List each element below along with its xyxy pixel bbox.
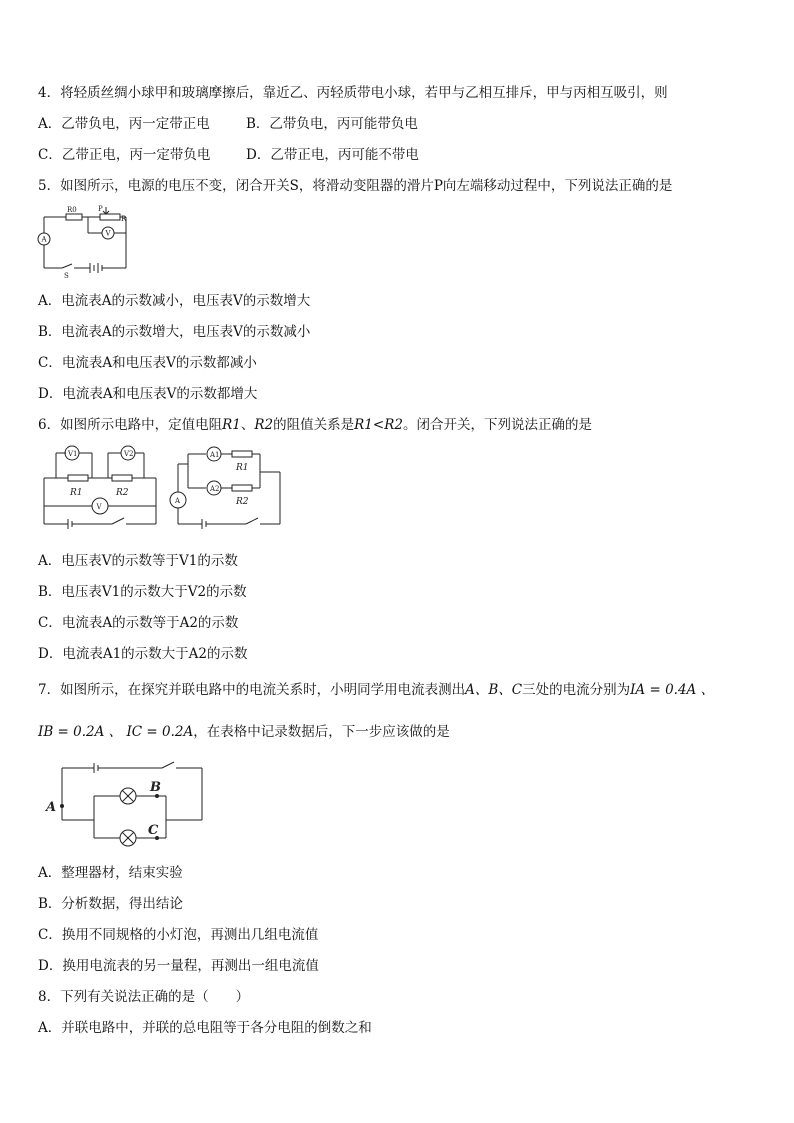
q7-points: A、B、C [465,682,523,698]
q7-stem-part1: 7．如图所示，在探究并联电路中的电流关系时，小明同学用电流表测出 [38,682,466,698]
q6-a2-label: A2 [210,485,220,493]
q6-stem-suffix: 。闭合开关，下列说法正确的是 [402,417,592,433]
q6-v2-label: V2 [124,450,134,458]
q7-option-c: C．换用不同规格的小灯泡，再测出几组电流值 [38,927,319,943]
q5-label-r: R [121,215,127,223]
q5-label-r0: R0 [67,206,77,214]
q7-circuit-figure [40,756,210,850]
q6-r2-label: R2 [116,488,129,498]
q6-sep: 、 [240,417,255,433]
q7-stem-part3: ，在表格中记录数据后，下一步应该做的是 [193,724,450,740]
q6-a1-label: A1 [210,451,220,459]
q7-option-a: A．整理器材，结束实验 [38,865,183,881]
q6-r2-label-parallel: R2 [236,497,249,507]
q6-r1-label-parallel: R1 [236,463,249,473]
q8-option-a: A．并联电路中，并联的总电阻等于各分电阻的倒数之和 [38,1020,372,1036]
q6-stem [38,416,592,434]
q6-v-label: V [96,503,102,511]
q6-option-b: B．电压表V1的示数大于V2的示数 [38,584,247,600]
q6-option-c: C．电流表A的示数等于A2的示数 [38,615,239,631]
q4-option-a: A．乙带负电，丙一定带正电 [38,116,210,132]
q5-voltmeter-label: V [105,229,111,238]
q6-v1-label: V1 [68,450,78,458]
q7-option-d: D．换用电流表的另一量程，再测出一组电流值 [38,958,319,974]
q6-stem-mid: 的阻值关系是 [273,417,355,433]
q5-option-c: C．电流表A和电压表V的示数都减小 [38,355,257,371]
q5-option-d: D．电流表A和电压表V的示数都增大 [38,386,258,402]
q7-ib: IB = 0.2A 、 [38,724,123,740]
q7-option-b: B．分析数据，得出结论 [38,896,183,912]
q6-r1-label: R1 [70,488,83,498]
q6-relation: R1<R2 [354,417,403,433]
q5-label-p: P [98,205,103,213]
q5-option-a: A．电流表A的示数减小，电压表V的示数增大 [38,293,311,309]
q5-option-b: B．电流表A的示数增大，电压表V的示数减小 [38,324,311,340]
q7-stem-part2: 三处的电流分别为 [522,682,631,698]
q7-ic: IC = 0.2A [126,724,194,740]
q6-circuit-figure-series [40,440,160,532]
q6-circuit-figure-parallel [164,440,284,532]
q5-label-s: S [64,272,69,279]
q6-r1: R1 [222,417,241,433]
q6-a-label: A [175,497,181,505]
q8-stem: 8．下列有关说法正确的是（ ） [38,989,250,1005]
q7-label-a: A [46,800,57,815]
q7-label-c: C [148,823,159,838]
q7-stem-line2 [38,723,450,741]
q7-stem-line1 [38,681,714,699]
q4-option-b: B．乙带负电，丙可能带负电 [246,116,418,132]
q4-option-d: D．乙带正电，丙可能不带电 [246,147,419,163]
q5-ammeter-label: A [41,235,47,244]
q5-circuit-figure [36,203,132,279]
q7-ia: IA = 0.4A 、 [630,682,715,698]
q6-option-d: D．电流表A1的示数大于A2的示数 [38,646,248,662]
q6-stem-prefix: 6．如图所示电路中，定值电阻 [38,417,223,433]
q7-label-b: B [150,780,161,795]
q6-r2: R2 [254,417,274,433]
q4-stem: 4．将轻质丝绸小球甲和玻璃摩擦后，靠近乙、丙轻质带电小球，若甲与乙相互排斥，甲与丙相互吸引，则 [38,85,668,101]
q6-option-a: A．电压表V的示数等于V1的示数 [38,553,238,569]
q4-option-c: C．乙带正电，丙一定带负电 [38,147,211,163]
q5-stem: 5．如图所示，电源的电压不变，闭合开关S，将滑动变阻器的滑片P向左端移动过程中，下列说法正确的是 [38,178,673,194]
